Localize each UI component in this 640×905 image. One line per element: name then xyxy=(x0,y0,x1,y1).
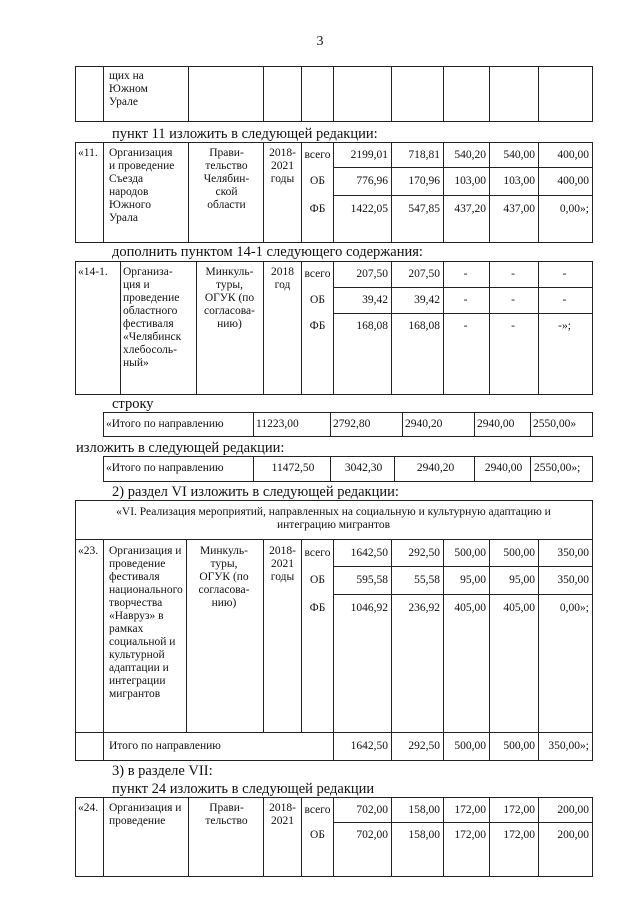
amount-cell: 39,42 xyxy=(362,294,388,306)
amount-cell: 1642,50 xyxy=(350,547,388,559)
amount-cell: 170,96 xyxy=(408,175,440,187)
table-rule xyxy=(301,66,302,122)
heading-punkt-11: пункт 11 изложить в следующей редакции: xyxy=(112,126,378,142)
amount-cell: 0,00»; xyxy=(559,203,589,215)
amount-cell: 540,00 xyxy=(503,149,535,161)
heading-punkt-14-1: дополнить пунктом 14-1 следующего содержания: xyxy=(112,244,423,260)
amount-cell: 437,00 xyxy=(503,203,535,215)
amount-cell: 702,00 xyxy=(356,804,388,816)
table-rule xyxy=(333,66,334,122)
amount-cell: 172,00 xyxy=(454,804,486,816)
table-rule xyxy=(443,142,444,243)
amount-cell: 500,00 xyxy=(454,547,486,559)
row-executor: Прави- тельство Челябин- ской области xyxy=(203,147,250,211)
amount-cell: 2199,01 xyxy=(350,149,388,161)
amount-cell: 2940,00 xyxy=(484,462,523,474)
itogo-label: «Итого по направлению xyxy=(106,462,224,474)
row-name: Организа- ция и проведение областного фестиваля «Челябинск хлебосоль- ный» xyxy=(123,266,182,369)
table-rule xyxy=(75,797,76,877)
amount-cell: 292,50 xyxy=(408,547,440,559)
table-rule xyxy=(333,142,334,243)
table-rule xyxy=(592,142,593,243)
table-rule xyxy=(301,539,302,733)
table-rule xyxy=(592,412,593,437)
table-rule xyxy=(443,539,444,733)
amount-cell: - xyxy=(463,268,468,280)
table-rule xyxy=(474,456,475,482)
amount-cell: 3042,30 xyxy=(344,462,383,474)
table-rule xyxy=(489,539,490,733)
table-rule xyxy=(489,797,490,877)
table-rule xyxy=(75,500,76,540)
amount-cell: - xyxy=(463,294,468,306)
funding-source: всего xyxy=(304,268,331,280)
table-rule xyxy=(333,195,592,196)
heading-stroku: строку xyxy=(112,396,154,412)
table-rule xyxy=(443,732,444,761)
table-rule xyxy=(75,500,592,501)
table-rule xyxy=(592,261,593,395)
amount-cell: 500,00 xyxy=(503,547,535,559)
table-rule xyxy=(391,797,392,877)
row-number: «24. xyxy=(78,802,99,814)
table-rule xyxy=(489,66,490,122)
amount-cell: 11223,00 xyxy=(256,418,299,430)
amount-cell: 39,42 xyxy=(414,294,440,306)
amount-cell: 95,00 xyxy=(460,574,486,586)
table-rule xyxy=(263,66,264,122)
amount-cell: - xyxy=(511,294,515,306)
table-rule xyxy=(391,261,392,395)
page-number: 3 xyxy=(316,34,324,49)
table-rule xyxy=(592,539,593,733)
amount-cell: 207,50 xyxy=(408,268,440,280)
row-name: Организация и проведение Съезда народов Южного Урала xyxy=(109,147,175,224)
table-rule xyxy=(391,732,392,761)
table-rule xyxy=(103,412,592,413)
amount-cell: 103,00 xyxy=(503,175,535,187)
amount-cell: 400,00 xyxy=(557,175,589,187)
table-rule xyxy=(402,412,403,437)
table-rule xyxy=(75,732,76,761)
amount-cell: 168,08 xyxy=(356,320,388,332)
table-rule xyxy=(333,313,592,314)
table-rule xyxy=(538,797,539,877)
amount-cell: 350,00 xyxy=(557,574,589,586)
table-rule xyxy=(103,481,592,482)
amount-cell: - xyxy=(463,320,468,332)
amount-cell: - xyxy=(562,294,567,306)
table-rule xyxy=(333,167,592,168)
amount-cell: 0,00»; xyxy=(559,602,589,614)
table-rule xyxy=(538,539,539,733)
row-years: 2018- 2021 годы xyxy=(269,545,296,583)
amount-cell: 158,00 xyxy=(408,804,440,816)
table-rule xyxy=(103,732,104,761)
amount-cell: 2940,00 xyxy=(477,418,515,430)
amount-cell: - xyxy=(511,320,515,332)
amount-cell: 1422,05 xyxy=(350,203,388,215)
itogo-label: «Итого по направлению xyxy=(106,418,224,430)
row-executor: Прави- тельство xyxy=(205,802,248,827)
table-rule xyxy=(330,456,331,482)
heading-razdel-vi: 2) раздел VI изложить в следующей редакции: xyxy=(112,484,399,500)
table-rule xyxy=(530,412,531,437)
itogo-label: Итого по направлению xyxy=(109,740,221,752)
continued-row-text: щих на Южном Урале xyxy=(109,70,148,108)
funding-source: всего xyxy=(304,149,331,161)
amount-cell: 172,00 xyxy=(503,829,535,841)
table-rule xyxy=(333,594,592,595)
table-rule xyxy=(443,797,444,877)
amount-cell: - xyxy=(511,268,515,280)
row-name: Организация и проведение xyxy=(109,802,182,827)
table-rule xyxy=(333,732,334,761)
amount-cell: 172,00 xyxy=(454,829,486,841)
amount-cell: 95,00 xyxy=(509,574,535,586)
amount-cell: 350,00»; xyxy=(548,740,589,752)
table-rule xyxy=(103,66,104,122)
table-rule xyxy=(592,456,593,482)
amount-cell: 158,00 xyxy=(408,829,440,841)
row-number: «23. xyxy=(78,545,99,557)
amount-cell: 172,00 xyxy=(503,804,535,816)
table-rule xyxy=(489,142,490,243)
table-rule xyxy=(330,412,331,437)
amount-cell: 200,00 xyxy=(557,829,589,841)
table-rule xyxy=(103,456,104,482)
row-years: 2018- 2021 годы xyxy=(269,147,296,185)
funding-source: ОБ xyxy=(310,175,325,187)
amount-cell: 236,92 xyxy=(408,602,440,614)
row-number: «14-1. xyxy=(78,266,108,278)
amount-cell: 500,00 xyxy=(503,740,535,752)
table-rule xyxy=(391,539,392,733)
amount-cell: 776,96 xyxy=(356,175,388,187)
amount-cell: 2550,00»; xyxy=(534,462,581,474)
table-rule xyxy=(75,539,76,733)
table-rule xyxy=(333,797,334,877)
table-rule xyxy=(592,732,593,761)
table-rule xyxy=(489,732,490,761)
table-rule xyxy=(75,66,76,122)
amount-cell: 405,00 xyxy=(503,602,535,614)
amount-cell: 540,20 xyxy=(454,149,486,161)
amount-cell: 200,00 xyxy=(557,804,589,816)
table-rule xyxy=(103,539,104,733)
table-rule xyxy=(103,436,592,437)
table-rule xyxy=(530,456,531,482)
amount-cell: 1642,50 xyxy=(350,740,388,752)
table-rule xyxy=(333,539,334,733)
table-rule xyxy=(443,66,444,122)
amount-cell: 595,58 xyxy=(356,574,388,586)
amount-cell: - xyxy=(562,268,567,280)
amount-cell: 207,50 xyxy=(356,268,388,280)
table-rule xyxy=(538,142,539,243)
table-rule xyxy=(391,66,392,122)
amount-cell: 292,50 xyxy=(408,740,440,752)
amount-cell: 2792,80 xyxy=(333,418,371,430)
funding-source: всего xyxy=(304,547,331,559)
funding-source: ОБ xyxy=(310,574,325,586)
funding-source: ФБ xyxy=(309,602,326,614)
table-rule xyxy=(592,66,593,122)
amount-cell: 2940,20 xyxy=(405,418,443,430)
funding-source: всего xyxy=(304,804,331,816)
heading-izlozhit: изложить в следующей редакции: xyxy=(76,440,285,456)
amount-cell: 2940,20 xyxy=(416,462,455,474)
table-rule xyxy=(391,142,392,243)
funding-source: ФБ xyxy=(309,203,326,215)
amount-cell: 2550,00» xyxy=(533,418,577,430)
row-years: 2018 год xyxy=(271,266,294,291)
heading-punkt-24: пункт 24 изложить в следующей редакции xyxy=(112,781,375,797)
funding-source: ОБ xyxy=(310,829,325,841)
row-executor: Минкуль- туры, ОГУК (по согласова- нию) xyxy=(204,266,255,330)
amount-cell: 547,85 xyxy=(408,203,440,215)
table-rule xyxy=(333,287,592,288)
table-rule xyxy=(333,261,334,395)
row-years: 2018- 2021 xyxy=(269,802,296,827)
amount-cell: 702,00 xyxy=(356,829,388,841)
amount-cell: 1046,92 xyxy=(350,602,388,614)
table-rule xyxy=(103,456,592,457)
amount-cell: 500,00 xyxy=(454,740,486,752)
row-executor: Минкуль- туры, ОГУК (по согласова- нию) xyxy=(198,545,250,609)
amount-cell: 11472,50 xyxy=(271,462,315,474)
amount-cell: 168,08 xyxy=(408,320,440,332)
row-number: «11. xyxy=(78,147,98,159)
amount-cell: 405,00 xyxy=(454,602,486,614)
amount-cell: 55,58 xyxy=(414,574,440,586)
amount-cell: 718,81 xyxy=(408,149,440,161)
table-rule xyxy=(538,261,539,395)
table-rule xyxy=(333,566,592,567)
amount-cell: -»; xyxy=(558,320,571,332)
table-rule xyxy=(538,66,539,122)
table-rule xyxy=(120,261,121,395)
amount-cell: 437,20 xyxy=(454,203,486,215)
table-rule xyxy=(75,261,76,395)
amount-cell: 400,00 xyxy=(557,149,589,161)
table-rule xyxy=(592,500,593,540)
table-rule xyxy=(75,142,76,243)
table-rule xyxy=(333,822,592,823)
amount-cell: 350,00 xyxy=(557,547,589,559)
heading-razdel-vii: 3) в разделе VII: xyxy=(112,763,213,779)
table-rule xyxy=(592,797,593,877)
section-title: «VI. Реализация мероприятий, направленных на социальную и культурную адаптацию и интеграцию мигрантов xyxy=(116,506,551,531)
funding-source: ОБ xyxy=(310,294,325,306)
row-name: Организация и проведение фестиваля национального творчества «Навруз» в рамках социальной и культурной адаптации и интеграции мигрантов xyxy=(109,545,183,700)
table-rule xyxy=(443,261,444,395)
table-rule xyxy=(394,456,395,482)
table-rule xyxy=(538,732,539,761)
table-rule xyxy=(103,412,104,437)
table-rule xyxy=(474,412,475,437)
amount-cell: 103,00 xyxy=(454,175,486,187)
funding-source: ФБ xyxy=(309,320,326,332)
table-rule xyxy=(489,261,490,395)
